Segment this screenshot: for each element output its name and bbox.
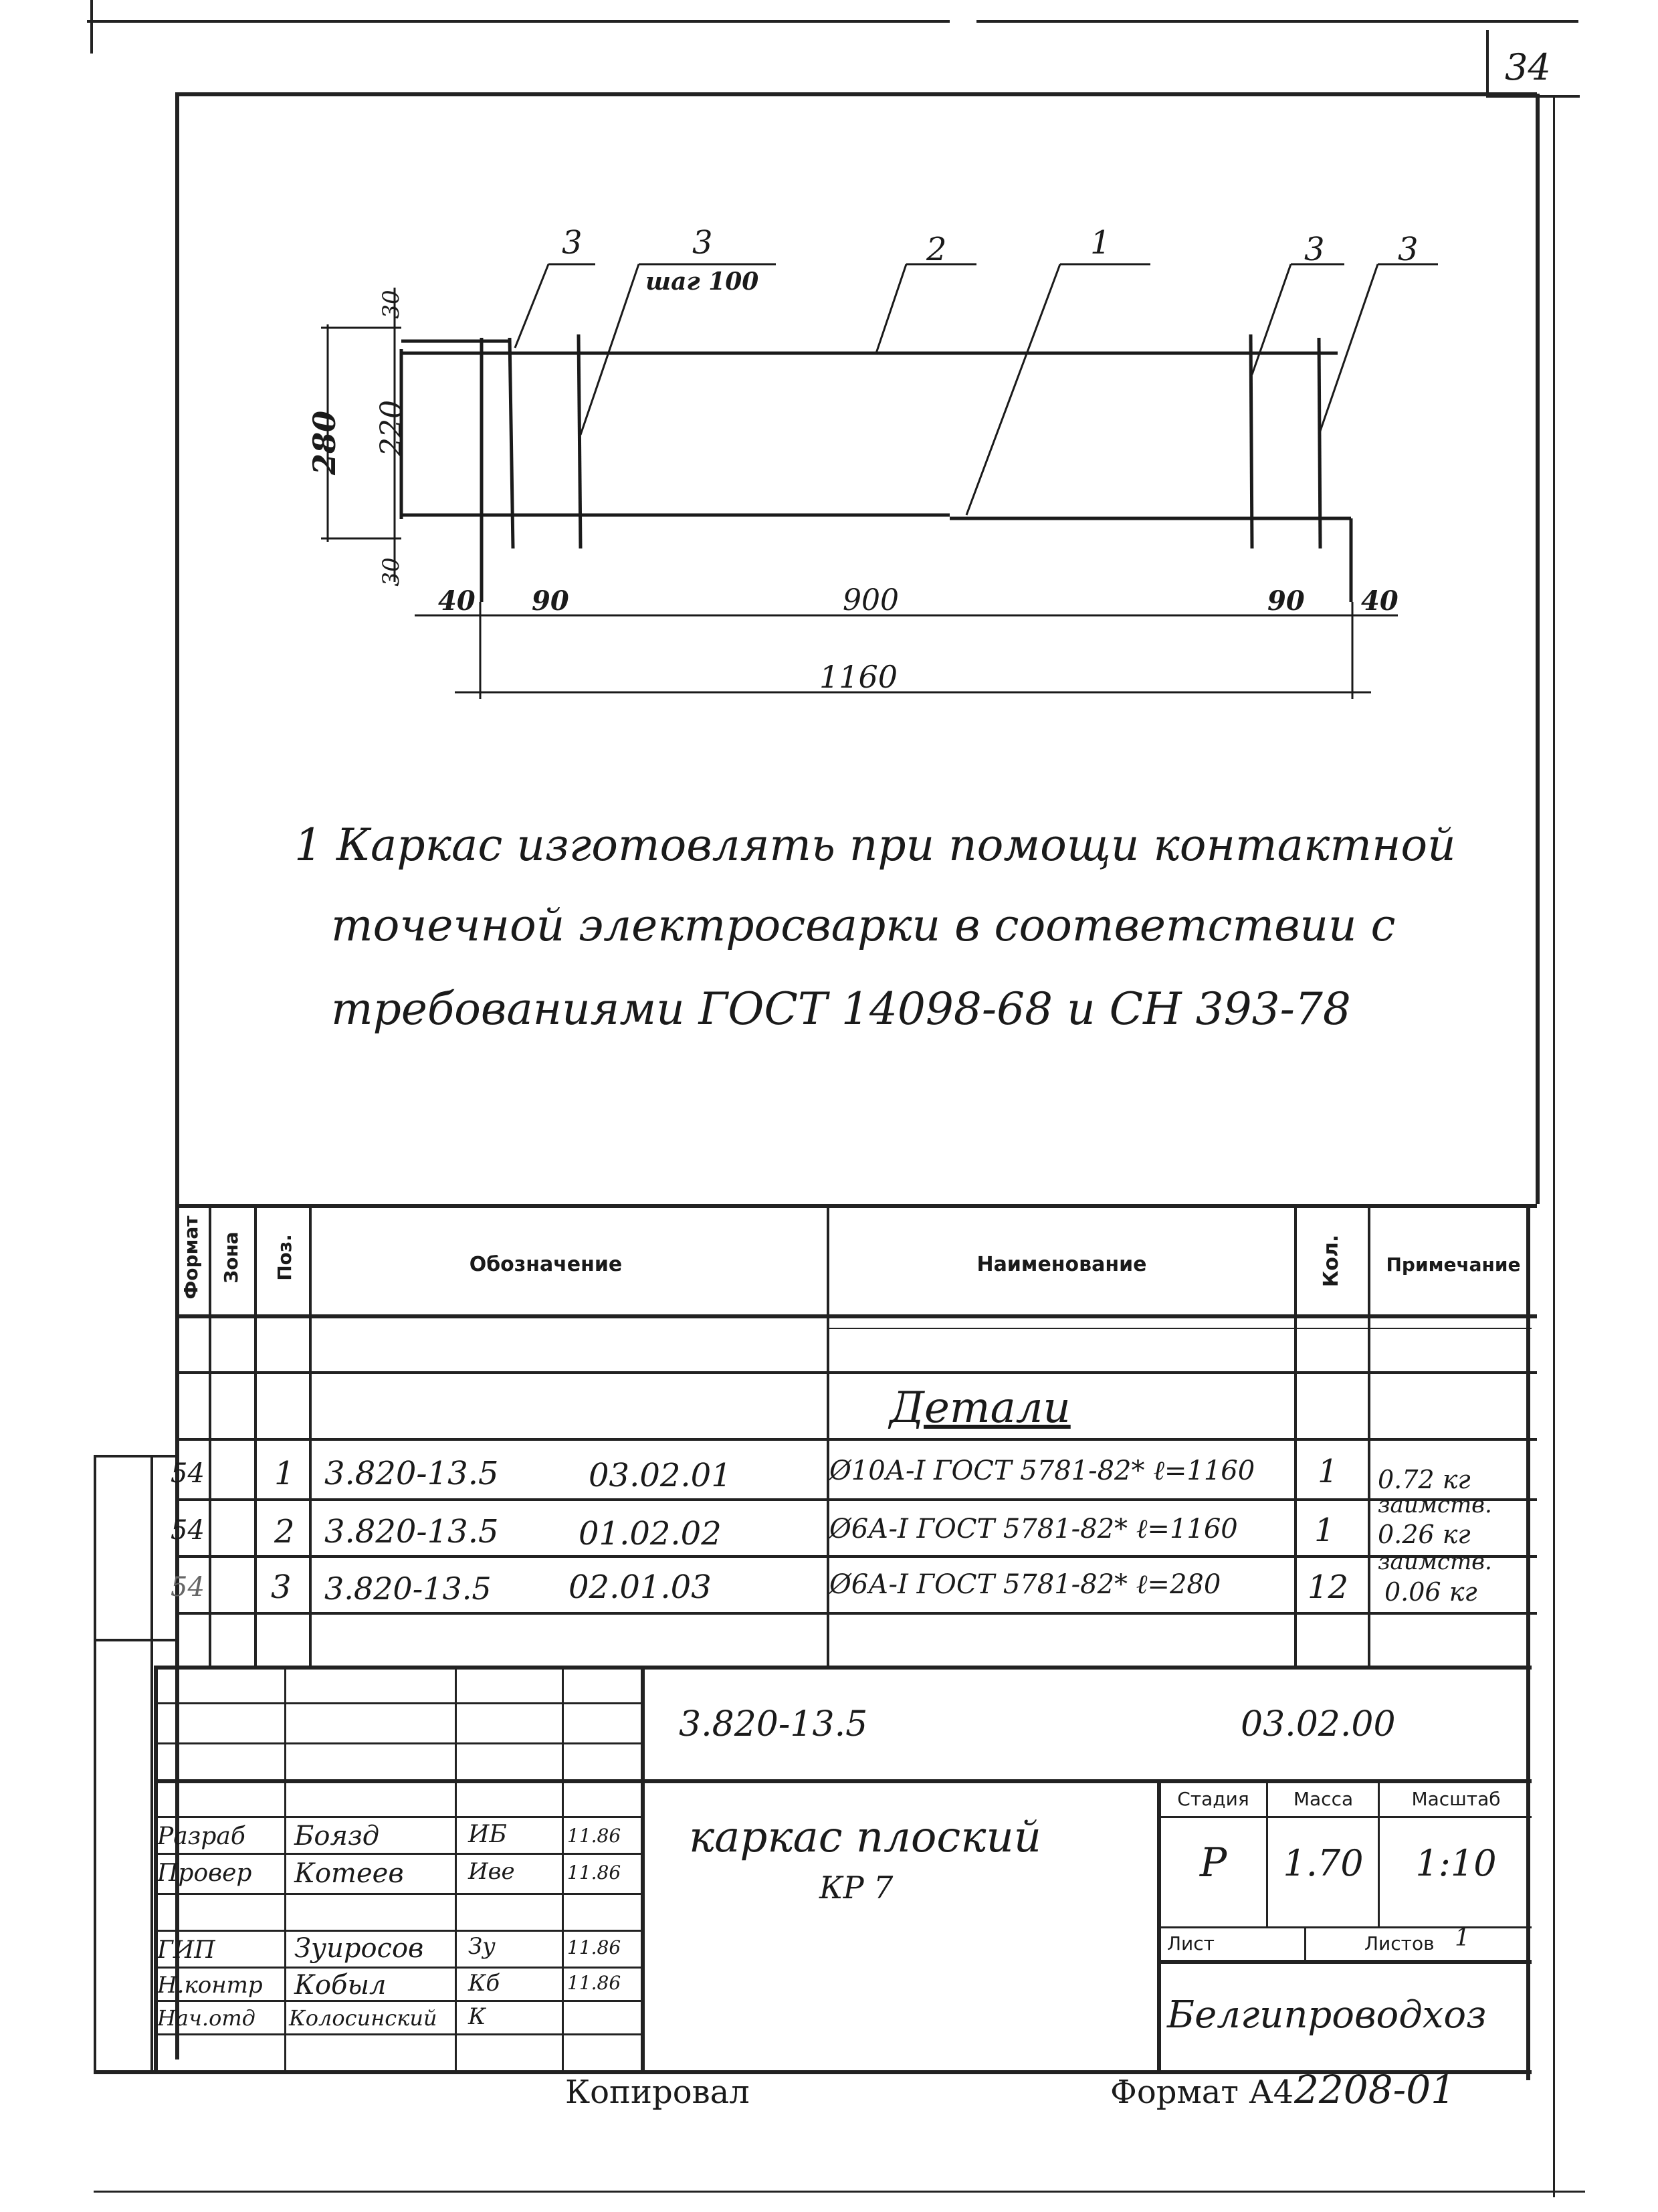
tb-line-7 (154, 1930, 642, 1932)
footer-copied: Копировал (565, 2074, 750, 2111)
dim-label-1160: 1160 (819, 659, 898, 695)
spec-row-line-1 (175, 1371, 1537, 1374)
leader-1 (966, 264, 1060, 515)
spec-row-line-2 (175, 1438, 1537, 1441)
spec-row-line-4 (175, 1555, 1537, 1558)
dim-label-90-right: 90 (1267, 585, 1305, 617)
row3-name: Ø6А-I ГОСТ 5781-82* ℓ=280 (829, 1569, 1221, 1600)
header-name: Наименование (976, 1252, 1147, 1276)
role-1-name: Боязд (294, 1821, 380, 1851)
leader-3b (581, 264, 639, 435)
dim-label-40-right: 40 (1361, 585, 1398, 617)
tb-line-8 (154, 1967, 642, 1969)
note-line-3: требованиями ГОСТ 14098-68 и СН 393-78 (331, 983, 1351, 1035)
role-2-role: Провер (157, 1859, 252, 1887)
note-line-2: точечной электросварки в соответствии с (331, 900, 1396, 951)
header-format: Формат (179, 1215, 202, 1300)
label-pos-1: 1 (1090, 224, 1111, 262)
binding-col-right (150, 1455, 153, 2070)
role-5-date: 11.86 (567, 1972, 621, 1994)
dim-label-30-bottom: 30 (378, 557, 405, 587)
row3-qty: 12 (1308, 1569, 1349, 1606)
binding-top (94, 1455, 177, 1457)
spec-col-5 (1294, 1204, 1297, 1666)
tb-line-6 (154, 1893, 642, 1895)
label-pos-3d: 3 (1398, 231, 1419, 268)
role-1-date: 11.86 (567, 1825, 621, 1847)
dim-label-220: 220 (374, 400, 409, 456)
tb-doc-number: 3.820-13.5 (679, 1704, 868, 1744)
tb-title-line1: каркас плоский (689, 1813, 1041, 1862)
tb-col-e (641, 1666, 645, 2070)
tb-stage-header-bottom (1157, 1816, 1532, 1818)
cross-bar-3 (1251, 334, 1252, 548)
bottom-edge-line (94, 2191, 1585, 2193)
tb-stage-value: Р (1199, 1839, 1227, 1886)
tb-line-1 (154, 1702, 642, 1704)
label-pos-3c: 3 (1304, 231, 1325, 268)
row3-format: 54 (171, 1572, 205, 1603)
spec-row-line-5 (175, 1612, 1537, 1615)
row1-note: 0.72 кг (1378, 1465, 1471, 1494)
header-note: Примечание (1386, 1253, 1521, 1276)
leader-2 (876, 264, 906, 353)
role-4-date: 11.86 (567, 1936, 621, 1958)
tb-line-2 (154, 1742, 642, 1744)
tb-stage-label: Стадия (1177, 1787, 1249, 1810)
role-5-role: Н.контр (157, 1972, 263, 1999)
label-pos-3b: 3 (692, 224, 713, 262)
spec-col-1 (209, 1204, 211, 1666)
tb-right-divider (1157, 1779, 1161, 2070)
cross-bar-2 (579, 334, 581, 548)
dim-label-40-left: 40 (438, 585, 476, 617)
row3-pos: 3 (271, 1569, 292, 1606)
row1-pos: 1 (274, 1455, 295, 1492)
section-title-details: Детали (890, 1383, 1071, 1433)
spec-row-line-1b (829, 1328, 1532, 1329)
role-5-sign: Кб (468, 1970, 500, 1997)
header-qty: Кол. (1319, 1234, 1343, 1288)
row3-doc: 3.820-13.5 (324, 1571, 492, 1607)
role-6-sign: К (468, 2003, 486, 2030)
dim-label-90-left: 90 (532, 585, 569, 617)
tb-sheet-label: Лист (1167, 1932, 1215, 1954)
note-line-1: 1 Каркас изготовлять при помощи контактной (294, 819, 1456, 871)
row2-note-top: заимств. (1378, 1492, 1492, 1518)
leader-3d (1319, 264, 1378, 435)
dim-label-30-top: 30 (378, 290, 405, 319)
header-zone: Зона (219, 1231, 242, 1284)
role-2-name: Котеев (294, 1858, 404, 1889)
role-1-sign: ИБ (468, 1821, 507, 1848)
tb-line-9 (154, 2000, 642, 2002)
role-4-role: ГИП (157, 1936, 215, 1964)
dim-label-280: 280 (306, 410, 342, 476)
role-2-sign: Иве (468, 1858, 515, 1885)
row2-format: 54 (171, 1515, 205, 1546)
role-4-name: Зуиросов (294, 1933, 424, 1964)
tb-mass-value: 1.70 (1283, 1841, 1364, 1884)
row3-note: 0.06 кг (1384, 1577, 1477, 1607)
row2-qty: 1 (1314, 1512, 1335, 1549)
tb-stage-col-2 (1378, 1779, 1380, 1926)
row3-note-top: заимств. (1378, 1548, 1492, 1575)
spec-row-line-3 (175, 1498, 1537, 1501)
row2-pos: 2 (274, 1513, 295, 1550)
row1-doc: 3.820-13.5 (324, 1455, 499, 1492)
binding-mid (94, 1639, 177, 1641)
tb-line-10 (154, 2033, 642, 2035)
tb-sheet-bottom (1157, 1960, 1532, 1964)
row2-code: 01.02.02 (579, 1515, 722, 1552)
tb-col-d (562, 1666, 564, 2070)
role-6-role: Нач.отд (157, 2005, 255, 2031)
label-step: шаг 100 (645, 268, 759, 296)
tb-col-b (284, 1666, 286, 2070)
tb-col-c (455, 1666, 457, 2070)
cross-bar-4 (1319, 338, 1320, 548)
row1-format: 54 (171, 1458, 205, 1489)
label-pos-2: 2 (926, 231, 947, 268)
header-designation: Обозначение (469, 1252, 623, 1276)
frame-right-line-lower (1526, 1204, 1530, 2080)
tb-organization: Белгипроводхоз (1167, 1993, 1487, 2037)
label-pos-3a: 3 (562, 224, 583, 262)
spec-bottom-line (154, 1666, 1532, 1670)
tb-scale-label: Масштаб (1411, 1787, 1501, 1810)
role-1-role: Разраб (157, 1823, 245, 1850)
tb-sheets-value: 1 (1455, 1924, 1470, 1952)
footer-format: Формат А4 (1110, 2074, 1294, 2111)
header-pos: Поз. (273, 1234, 296, 1281)
tb-stage-col-1 (1266, 1779, 1268, 1926)
spec-col-2 (254, 1204, 257, 1666)
tb-doc-code: 03.02.00 (1241, 1704, 1396, 1744)
role-5-name: Кобыл (294, 1970, 387, 2001)
footer-number: 2208-01 (1294, 2067, 1456, 2112)
tb-line-5 (154, 1853, 642, 1855)
dim-label-900: 900 (843, 583, 899, 617)
leader-3c (1252, 264, 1291, 375)
row1-qty: 1 (1318, 1453, 1338, 1490)
row2-doc: 3.820-13.5 (324, 1513, 499, 1550)
spec-header-bottom (175, 1314, 1537, 1318)
row1-name: Ø10А-I ГОСТ 5781-82* ℓ=1160 (829, 1455, 1255, 1486)
tb-scale-value: 1:10 (1415, 1841, 1497, 1884)
tb-line-4 (154, 1816, 642, 1818)
row3-code: 02.01.03 (568, 1569, 712, 1606)
tb-sheet-col (1304, 1926, 1306, 1960)
role-2-date: 11.86 (567, 1862, 621, 1884)
tb-mass-label: Масса (1293, 1787, 1354, 1810)
role-6-name: Колосинский (289, 2005, 437, 2031)
tb-sheets-label: Листов (1364, 1932, 1435, 1954)
leader-3a (515, 264, 548, 348)
role-4-sign: Зу (468, 1933, 496, 1960)
tb-title-line2: КР 7 (819, 1870, 894, 1906)
row1-code: 03.02.01 (589, 1457, 732, 1494)
row2-note: 0.26 кг (1378, 1520, 1471, 1549)
row2-name: Ø6А-I ГОСТ 5781-82* ℓ=1160 (829, 1514, 1238, 1544)
spec-top-line (175, 1204, 1537, 1208)
page-number: 34 (1505, 45, 1551, 88)
binding-col-left (94, 1455, 96, 2070)
cross-bar-1 (510, 338, 513, 548)
